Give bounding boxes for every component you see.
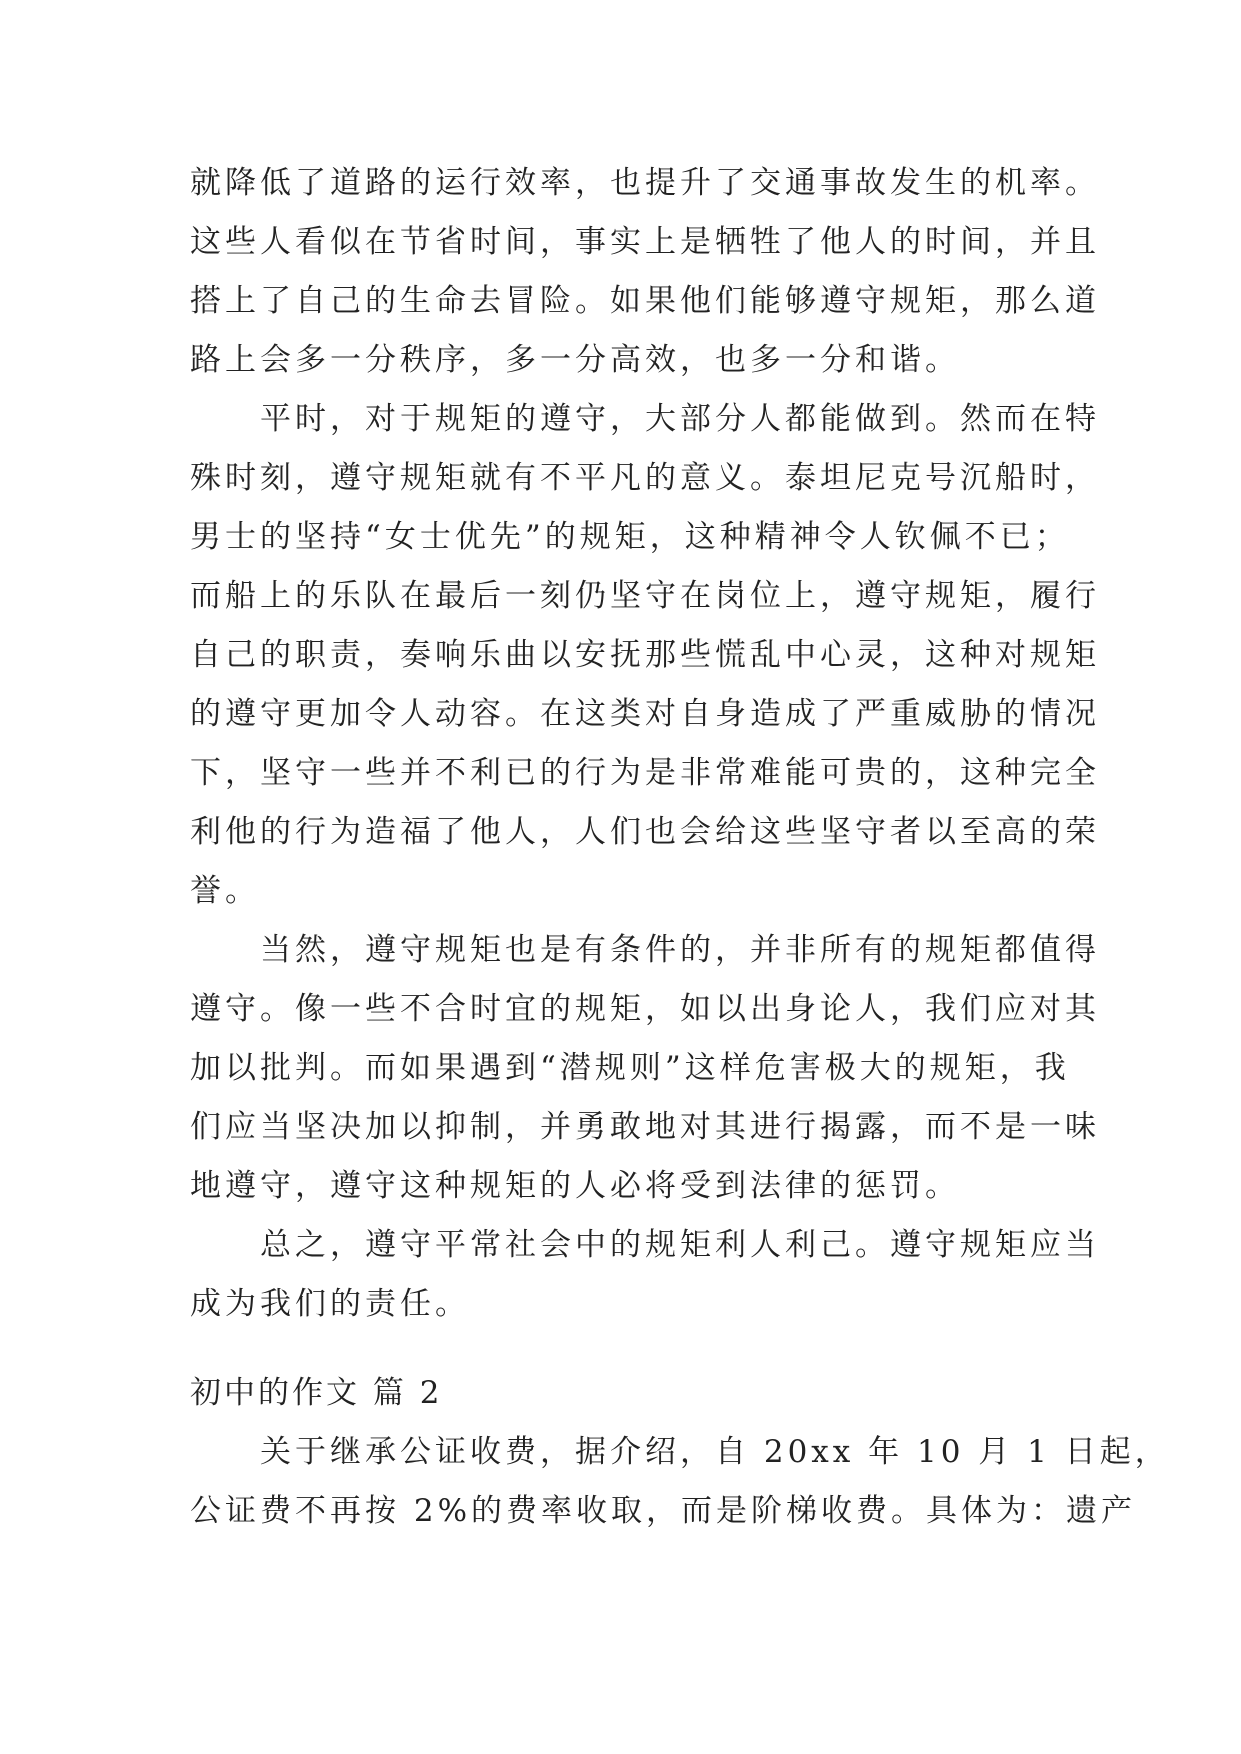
text-line: 路上会多一分秩序，多一分高效，也多一分和谐。 <box>190 342 960 378</box>
section-heading: 初中的作文 篇 2 <box>190 1375 443 1411</box>
text-line: 地遵守，遵守这种规矩的人必将受到法律的惩罚。 <box>190 1168 960 1204</box>
text-line: 公证费不再按 2%的费率收取，而是阶梯收费。具体为：遗产 <box>190 1493 1137 1529</box>
text-line: 誉。 <box>190 873 260 909</box>
text-line: 而船上的乐队在最后一刻仍坚守在岗位上，遵守规矩，履行 <box>190 578 1100 614</box>
paragraph <box>190 154 1100 390</box>
document-body <box>190 154 1170 1541</box>
text-line: 加以批判。而如果遇到“潜规则”这样危害极大的规矩，我 <box>190 1050 1070 1086</box>
text-line: 成为我们的责任。 <box>190 1286 470 1322</box>
text-line: 就降低了道路的运行效率，也提升了交通事故发生的机率。 <box>190 165 1100 201</box>
paragraph <box>190 390 1100 921</box>
text-line: 这些人看似在节省时间，事实上是牺牲了他人的时间，并且 <box>190 224 1100 260</box>
text-line: 当然，遵守规矩也是有条件的，并非所有的规矩都值得 <box>260 932 1100 968</box>
section-spacer <box>190 1334 1060 1364</box>
text-line: 遵守。像一些不合时宜的规矩，如以出身论人，我们应对其 <box>190 991 1100 1027</box>
text-line: 殊时刻，遵守规矩就有不平凡的意义。泰坦尼克号沉船时， <box>190 460 1100 496</box>
text-line: 利他的行为造福了他人，人们也会给这些坚守者以至高的荣 <box>190 814 1100 850</box>
text-line: 的遵守更加令人动容。在这类对自身造成了严重威胁的情况 <box>190 696 1100 732</box>
text-line: 们应当坚决加以抑制，并勇敢地对其进行揭露，而不是一味 <box>190 1109 1100 1145</box>
text-line: 搭上了自己的生命去冒险。如果他们能够遵守规矩，那么道 <box>190 283 1100 319</box>
paragraph <box>190 1423 1170 1541</box>
text-line: 男士的坚持“女士优先”的规矩，这种精神令人钦佩不已； <box>190 519 1070 555</box>
paragraph <box>190 1216 1100 1334</box>
text-line: 自己的职责，奏响乐曲以安抚那些慌乱中心灵，这种对规矩 <box>190 637 1100 673</box>
paragraph <box>190 921 1100 1216</box>
text-line: 总之，遵守平常社会中的规矩利人利己。遵守规矩应当 <box>260 1227 1100 1263</box>
text-line: 平时，对于规矩的遵守，大部分人都能做到。然而在特 <box>260 401 1100 437</box>
text-line: 关于继承公证收费，据介绍，自 20xx 年 10 月 1 日起， <box>260 1434 1170 1470</box>
text-line: 下，坚守一些并不利已的行为是非常难能可贵的，这种完全 <box>190 755 1100 791</box>
